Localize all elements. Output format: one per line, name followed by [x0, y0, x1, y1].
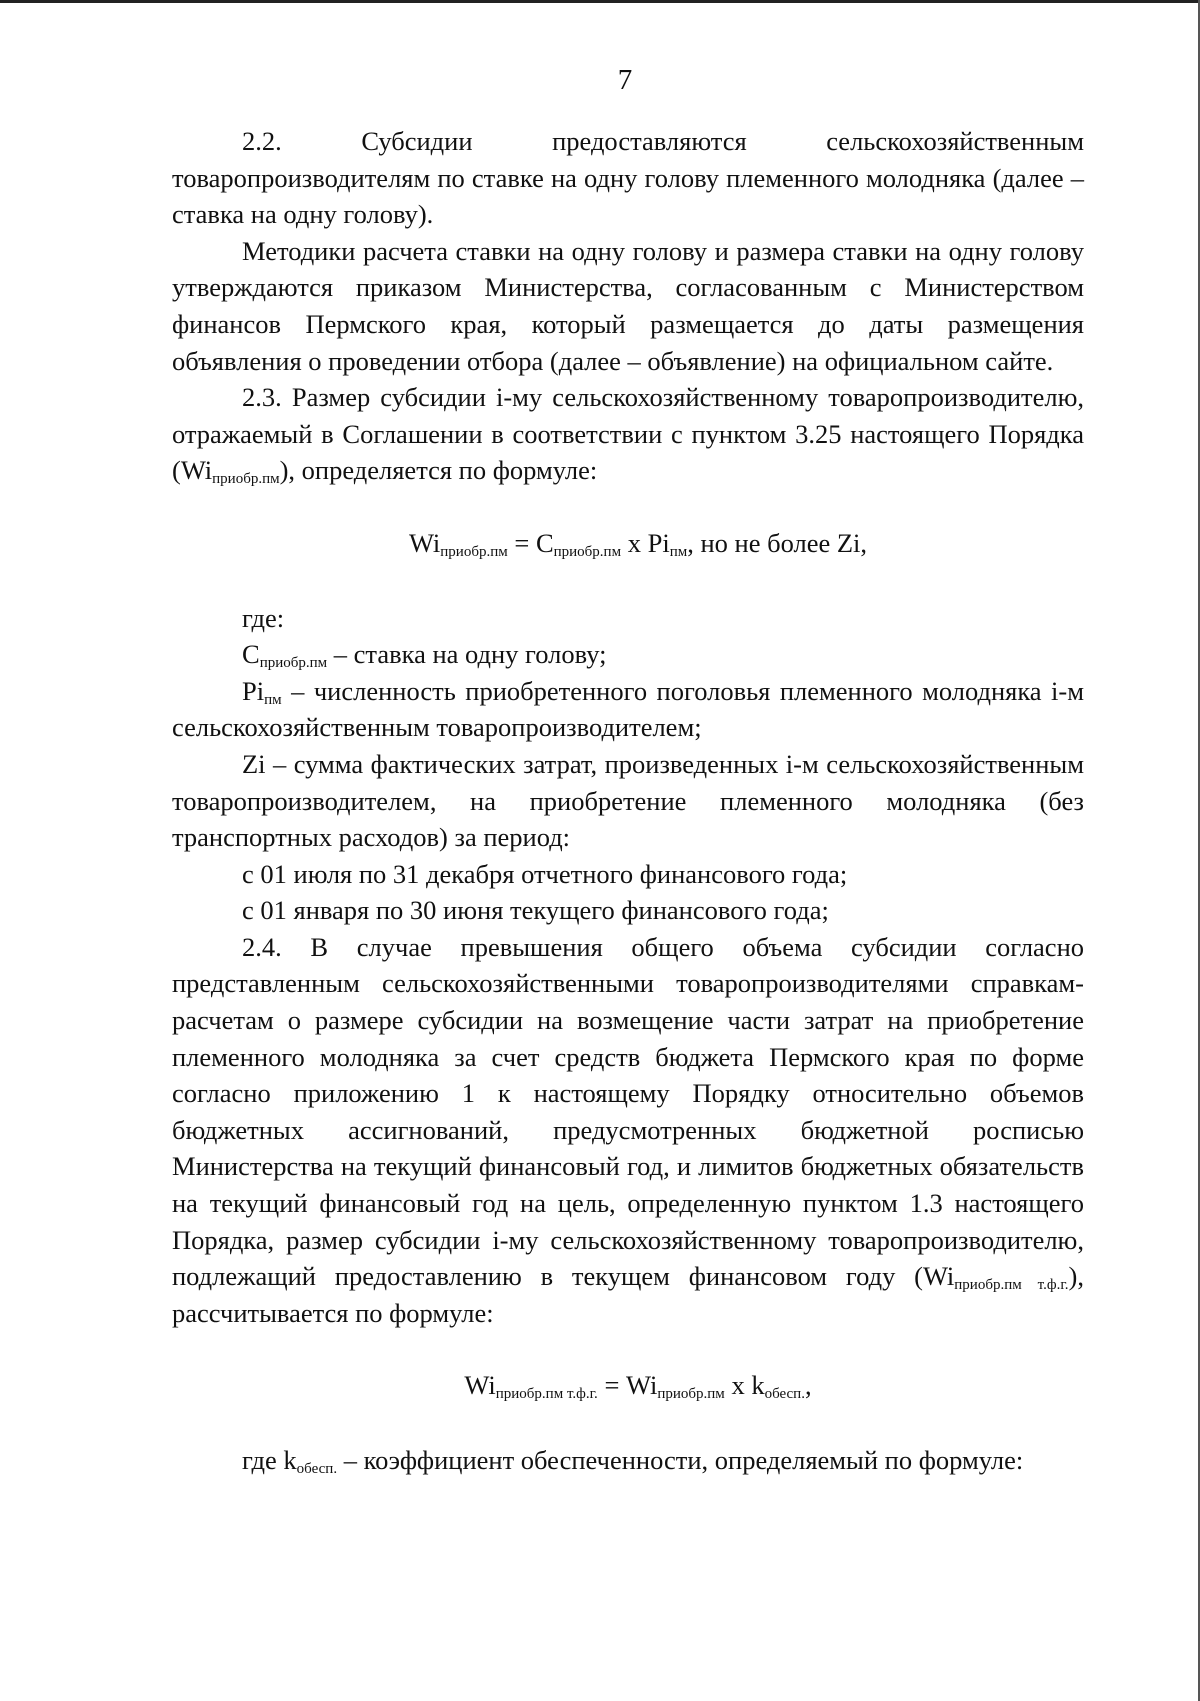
period-1: с 01 июля по 31 декабря отчетного финансового года; [242, 858, 848, 889]
paragraph-2-3-text-a: 2.3. Размер субсидии i-му сельскохозяйственному товаропроизводителю, отражаемый в Соглашении в соответствии с пунктом 3.25 настоящего Порядка (Wi [172, 382, 1084, 486]
formula-current-year: $Wi_{приобр.пм т.ф.г.} = Wi_{приобр.пм}$ x $k_{обесп.}$, [464, 1370, 812, 1403]
paragraph-2-3 [172, 379, 1084, 489]
formula-subsidy: $Wi_{приобр.пм} = C_{приобр.пм}$ x $Pi_{пм}$, но не более Zi, [408, 527, 868, 560]
definition-zi: Zi – сумма фактических затрат, произведенных i-м сельскохозяйственным товаропроизводителем, на приобретение племенного молодняка (без транспортных расходов) за период: [172, 748, 1084, 853]
scan-edge-top [0, 0, 1200, 3]
paragraph-methods: Методики расчета ставки на одну голову и размера ставки на одну голову утверждаются приказом Министерства, согласованным с Министерством финансов Пермского края, который размещается до даты размещения объявления о проведении отбора (далее – объявление) на официальном сайте. [172, 235, 1084, 376]
document-body [172, 123, 1084, 1479]
paragraph-2-3-subscript: приобр.пм [212, 471, 280, 488]
coefficient-definition: где $k_{обесп.}$ – коэффициент обеспеченности, определяемый по формуле: [242, 1445, 1024, 1477]
definition-pi: $Pi_{пм}$ – численность приобретенного поголовья племенного молодняка i-м сельскохозяйственным товаропроизводителем; [172, 675, 1084, 743]
page-number: 7 [617, 64, 633, 96]
paragraph-2-4: 2.4. В случае превышения общего объема субсидии согласно представленным сельскохозяйственными товаропроизводителями справкам-расчетам о размере субсидии на возмещение части затрат на приобретение племенного молодняка за счет средств бюджета Пермского края по форме согласно приложению 1 к настоящему Порядку относительно объемов бюджетных ассигнований, предусмотренных бюджетной росписью Министерства на текущий финансовый год, и лимитов бюджетных обязательств на текущий финансовый год на цель, определенную пунктом 1.3 настоящего Порядка, размер субсидии i-му сельскохозяйственному товаропроизводителю, подлежащий предоставлению в текущем финансовом году $(Wi_{приобр.пм т.ф.г.})$, рассчитывается по формуле: [172, 931, 1084, 1328]
definition-c: $C_{приобр.пм}$ – ставка на одну голову; [242, 639, 607, 672]
period-2: с 01 января по 30 июня текущего финансового года; [242, 895, 829, 926]
paragraph-2-3-text-b: ), определяется по формуле: [279, 455, 598, 486]
where-label: где: [242, 602, 285, 633]
paragraph-2-2: 2.2. Субсидии предоставляются сельскохозяйственным товаропроизводителям по ставке на одну голову племенного молодняка (далее – ставка на одну голову). [172, 126, 1084, 230]
